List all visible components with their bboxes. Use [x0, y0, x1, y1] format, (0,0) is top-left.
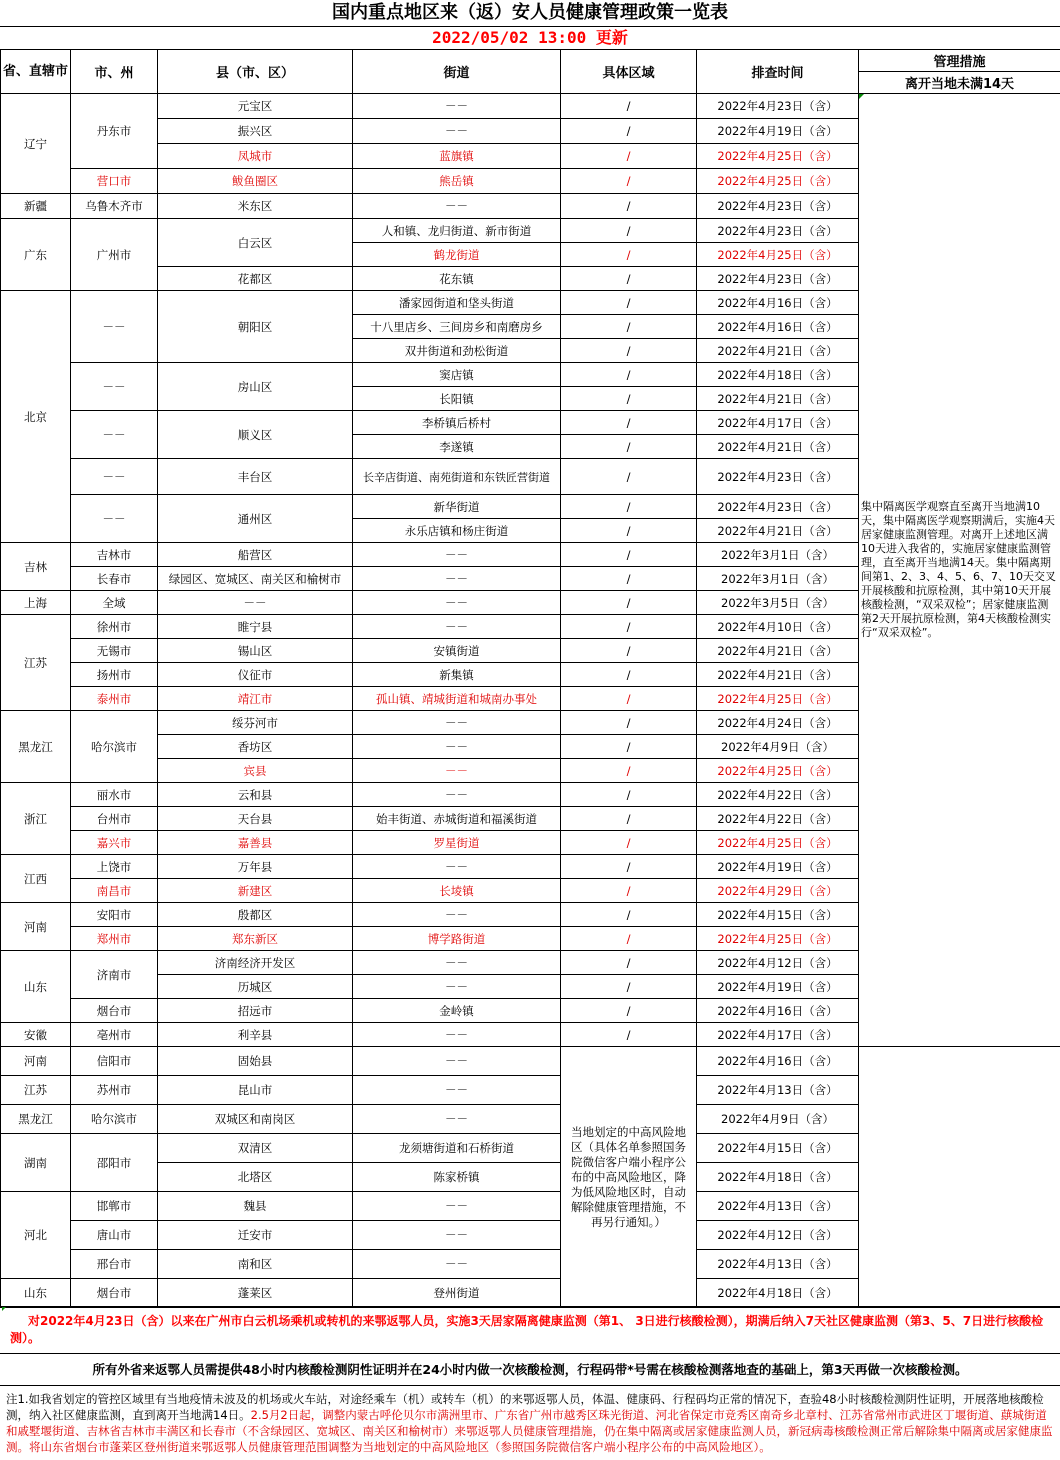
cell-county: 房山区	[158, 363, 353, 411]
cell-street: －－	[353, 543, 561, 567]
cell-time: 2022年4月12日（含）	[697, 951, 859, 975]
cell-street: 潘家园街道和垡头街道	[353, 291, 561, 315]
cell-county: 鲅鱼圈区	[158, 169, 353, 194]
cell-province: 河北	[1, 1192, 71, 1279]
cell-time: 2022年4月25日（含）	[697, 831, 859, 855]
cell-province: 浙江	[1, 783, 71, 855]
cell-city: 安阳市	[71, 903, 158, 927]
cell-area: /	[561, 339, 697, 363]
cell-street: －－	[353, 1023, 561, 1047]
cell-area: /	[561, 975, 697, 999]
update-time: 2022/05/02 13:00 更新	[432, 28, 628, 47]
measure-text: 集中隔离医学观察直至离开当地满10天，集中隔离医学观察期满后，实施4天居家健康监测管理。对离开上述地区满10天进入我省的，实施居家健康监测管理，直至离开当地满14天。集中隔离期间第1、2、3、4、5、6、7、10天交叉开展核酸和抗原检测，其中第10天开展核酸检测，“双采双检”；居家健康监测第2天开展抗原检测，第4天核酸检测实行“双采双检”。	[859, 94, 1060, 1047]
cell-city: 长春市	[71, 567, 158, 591]
cell-county: 蓬莱区	[158, 1279, 353, 1308]
cell-county: 迁安市	[158, 1221, 353, 1250]
cell-time: 2022年4月25日（含）	[697, 144, 859, 169]
cell-county: 振兴区	[158, 119, 353, 144]
cell-time: 2022年4月18日（含）	[697, 363, 859, 387]
cell-street: 孤山镇、靖城街道和城南办事处	[353, 687, 561, 711]
cell-city: －－	[71, 363, 158, 411]
cell-time: 2022年4月9日（含）	[697, 1105, 859, 1134]
cell-city: 哈尔滨市	[71, 711, 158, 783]
cell-street: －－	[353, 759, 561, 783]
cell-county: 嘉善县	[158, 831, 353, 855]
cell-time: 2022年4月18日（含）	[697, 1279, 859, 1308]
cell-province: 新疆	[1, 194, 71, 219]
cell-time: 2022年4月13日（含）	[697, 1076, 859, 1105]
cell-time: 2022年4月25日（含）	[697, 759, 859, 783]
cell-county: 济南经济开发区	[158, 951, 353, 975]
cell-province: 上海	[1, 591, 71, 615]
cell-city: 哈尔滨市	[71, 1105, 158, 1134]
cell-time: 2022年4月21日（含）	[697, 663, 859, 687]
cell-province: 黑龙江	[1, 711, 71, 783]
local-area-text: 当地划定的中高风险地区（具体名单参照国务院微信客户端小程序公布的中高风险地区，降为低风险地区时，自动解除健康管理措施，不再另行通知。）	[561, 1047, 697, 1308]
cell-time: 2022年4月19日（含）	[697, 975, 859, 999]
header-city: 市、州	[71, 50, 158, 94]
airport-notice: 对2022年4月23日（含）以来在广州市白云机场乘机或转机的来鄂返鄂人员，实施3天居家隔离健康监测（第1、 3日进行核酸检测），期满后纳入7天社区健康监测（第3、5、7日进行核酸检测）。	[0, 1306, 1060, 1354]
cell-street: 人和镇、龙归街道、新市街道	[353, 219, 561, 243]
cell-county: 历城区	[158, 975, 353, 999]
cell-county: 新建区	[158, 879, 353, 903]
cell-county: 双城区和南岗区	[158, 1105, 353, 1134]
cell-city: 邯郸市	[71, 1192, 158, 1221]
cell-area: /	[561, 411, 697, 435]
cell-city: 乌鲁木齐市	[71, 194, 158, 219]
header-area: 具体区域	[561, 50, 697, 94]
cell-time: 2022年4月18日（含）	[697, 1163, 859, 1192]
cell-street: 长阳镇	[353, 387, 561, 411]
cell-city: －－	[71, 291, 158, 363]
cell-county: 南和区	[158, 1250, 353, 1279]
cell-county: 睢宁县	[158, 615, 353, 639]
cell-county: 锡山区	[158, 639, 353, 663]
cell-province: 江西	[1, 855, 71, 903]
footnote-part-1: 注1.如我省划定的管控区域里有当地疫情未波及的机场或火车站，对途经乘车（机）或转车（机）的来鄂返鄂人员，体温、健康码、行程码均正常的情况下，查验48小时核酸检测阴性证明，开展落地核酸检测，纳入社区健康监测，直到离开当地满14日。	[6, 1392, 1044, 1422]
cell-county: 宾县	[158, 759, 353, 783]
cell-province: 山东	[1, 951, 71, 1023]
cell-area: /	[561, 903, 697, 927]
cell-street: 安镇街道	[353, 639, 561, 663]
cell-street: 李遂镇	[353, 435, 561, 459]
cell-province: 河南	[1, 903, 71, 951]
header-time: 排查时间	[697, 50, 859, 94]
cell-area: /	[561, 951, 697, 975]
cell-time: 2022年4月12日（含）	[697, 1221, 859, 1250]
cell-area: /	[561, 144, 697, 169]
cell-county: 元宝区	[158, 94, 353, 119]
cell-city: 扬州市	[71, 663, 158, 687]
cell-county: 通州区	[158, 495, 353, 543]
cell-area: /	[561, 639, 697, 663]
cell-time: 2022年4月23日（含）	[697, 495, 859, 519]
cell-city: 台州市	[71, 807, 158, 831]
cell-street: 龙须塘街道和石桥街道	[353, 1134, 561, 1163]
cell-area: /	[561, 831, 697, 855]
cell-area: /	[561, 519, 697, 543]
cell-time: 2022年4月19日（含）	[697, 119, 859, 144]
cell-city: 邵阳市	[71, 1134, 158, 1192]
cell-area: /	[561, 711, 697, 735]
cell-street: 鹤龙街道	[353, 243, 561, 267]
cell-time: 2022年4月29日（含）	[697, 879, 859, 903]
cell-area: /	[561, 735, 697, 759]
cell-area: /	[561, 855, 697, 879]
cell-county: 绥芬河市	[158, 711, 353, 735]
cell-county: 仪征市	[158, 663, 353, 687]
cell-city: 上饶市	[71, 855, 158, 879]
cell-area: /	[561, 567, 697, 591]
policy-table	[0, 49, 1060, 1308]
cell-street: 博学路街道	[353, 927, 561, 951]
cell-time: 2022年3月1日（含）	[697, 543, 859, 567]
cell-city: 营口市	[71, 169, 158, 194]
cell-county: 郑东新区	[158, 927, 353, 951]
table-row	[1, 94, 1060, 119]
cell-time: 2022年3月5日（含）	[697, 591, 859, 615]
cell-time: 2022年4月21日（含）	[697, 387, 859, 411]
cell-area: /	[561, 243, 697, 267]
cell-province: 辽宁	[1, 94, 71, 194]
cell-city: 丹东市	[71, 94, 158, 169]
table-row	[1, 1047, 1060, 1076]
cell-street: 蓝旗镇	[353, 144, 561, 169]
cell-county: 万年县	[158, 855, 353, 879]
cell-street: －－	[353, 194, 561, 219]
cell-city: 烟台市	[71, 1279, 158, 1308]
cell-area: /	[561, 291, 697, 315]
cell-area: /	[561, 119, 697, 144]
cell-area: /	[561, 387, 697, 411]
cell-street: －－	[353, 711, 561, 735]
cell-time: 2022年4月23日（含）	[697, 267, 859, 291]
cell-time: 2022年4月17日（含）	[697, 1023, 859, 1047]
cell-street: 双井街道和劲松街道	[353, 339, 561, 363]
cell-time: 2022年4月25日（含）	[697, 927, 859, 951]
cell-city: 嘉兴市	[71, 831, 158, 855]
cell-city: 济南市	[71, 951, 158, 999]
cell-city: 邢台市	[71, 1250, 158, 1279]
cell-area: /	[561, 435, 697, 459]
cell-time: 2022年4月25日（含）	[697, 687, 859, 711]
cell-time: 2022年4月23日（含）	[697, 459, 859, 495]
cell-area: /	[561, 999, 697, 1023]
cell-street: －－	[353, 567, 561, 591]
cell-time: 2022年4月21日（含）	[697, 435, 859, 459]
header-county: 县（市、区）	[158, 50, 353, 94]
cell-time: 2022年4月23日（含）	[697, 94, 859, 119]
cell-province: 湖南	[1, 1134, 71, 1192]
cell-area: /	[561, 615, 697, 639]
cell-time: 2022年4月22日（含）	[697, 807, 859, 831]
cell-time: 2022年4月13日（含）	[697, 1250, 859, 1279]
cell-street: 金岭镇	[353, 999, 561, 1023]
cell-city: 泰州市	[71, 687, 158, 711]
cell-time: 2022年4月16日（含）	[697, 1047, 859, 1076]
cell-street: 熊岳镇	[353, 169, 561, 194]
cell-county: 昆山市	[158, 1076, 353, 1105]
cell-county: 绿园区、宽城区、南关区和榆树市	[158, 567, 353, 591]
cell-area: /	[561, 459, 697, 495]
cell-city: 南昌市	[71, 879, 158, 903]
page-title: 国内重点地区来（返）安人员健康管理政策一览表	[0, 0, 1060, 27]
cell-street: －－	[353, 1105, 561, 1134]
cell-county: 招远市	[158, 999, 353, 1023]
cell-city: 无锡市	[71, 639, 158, 663]
cell-county: 北塔区	[158, 1163, 353, 1192]
cell-county: 白云区	[158, 219, 353, 267]
measure-blank	[859, 1047, 1060, 1308]
cell-county: 魏县	[158, 1192, 353, 1221]
cell-street: －－	[353, 1250, 561, 1279]
cell-time: 2022年4月9日（含）	[697, 735, 859, 759]
cell-street: 窦店镇	[353, 363, 561, 387]
cell-city: 郑州市	[71, 927, 158, 951]
footnote-part-2: 2.5月2日起，调整内蒙古呼伦贝尔市满洲里市、广东省广州市越秀区珠光街道、河北省保定市竞秀区南奇乡北章村、江苏省常州市武进区丁堰街道、蕻城街道和戚墅堰街道、吉林省吉林市丰满区和长春市（不含绿园区、宽城区、南关区和榆树市）来鄂返鄂人员健康管理措施，仍在集中隔离或居家健康监测人员，新冠病毒核酸检测正常后解除集中隔离或居家健康监测。将山东省烟台市蓬莱区登州街道来鄂返鄂人员健康管理范围调整为当地划定的中高风险地区（参照国务院微信客户端小程序公布的中高风险地区）。	[6, 1408, 1053, 1454]
cell-street: 新华街道	[353, 495, 561, 519]
cell-street: 陈家桥镇	[353, 1163, 561, 1192]
cell-county: －－	[158, 591, 353, 615]
cell-province: 黑龙江	[1, 1105, 71, 1134]
cell-province: 广东	[1, 219, 71, 291]
cell-time: 2022年4月16日（含）	[697, 999, 859, 1023]
cell-area: /	[561, 267, 697, 291]
cell-area: /	[561, 219, 697, 243]
cell-street: －－	[353, 591, 561, 615]
cell-province: 北京	[1, 291, 71, 543]
cell-area: /	[561, 807, 697, 831]
cell-area: /	[561, 169, 697, 194]
cell-time: 2022年4月16日（含）	[697, 315, 859, 339]
cell-county: 凤城市	[158, 144, 353, 169]
cell-area: /	[561, 879, 697, 903]
cell-province: 河南	[1, 1047, 71, 1076]
cell-city: 亳州市	[71, 1023, 158, 1047]
cell-street: 花东镇	[353, 267, 561, 291]
cell-area: /	[561, 591, 697, 615]
cell-county: 云和县	[158, 783, 353, 807]
cell-area: /	[561, 315, 697, 339]
cell-time: 2022年4月15日（含）	[697, 1134, 859, 1163]
cell-county: 双清区	[158, 1134, 353, 1163]
cell-area: /	[561, 1023, 697, 1047]
cell-street: 长堎镇	[353, 879, 561, 903]
cell-county: 天台县	[158, 807, 353, 831]
cell-street: 十八里店乡、三间房乡和南磨房乡	[353, 315, 561, 339]
cell-time: 2022年4月23日（含）	[697, 194, 859, 219]
cell-city: 信阳市	[71, 1047, 158, 1076]
cell-county: 花都区	[158, 267, 353, 291]
cell-province: 山东	[1, 1279, 71, 1308]
cell-time: 2022年4月10日（含）	[697, 615, 859, 639]
cell-street: 始丰街道、赤城街道和福溪街道	[353, 807, 561, 831]
cell-city: 全域	[71, 591, 158, 615]
cell-time: 2022年4月24日（含）	[697, 711, 859, 735]
cell-area: /	[561, 194, 697, 219]
cell-street: 新集镇	[353, 663, 561, 687]
cell-marker-icon	[859, 94, 864, 99]
cell-street: 长辛店街道、南苑街道和东铁匠营街道	[353, 459, 561, 495]
cell-city: 徐州市	[71, 615, 158, 639]
cell-street: －－	[353, 1047, 561, 1076]
cell-province: 江苏	[1, 1076, 71, 1105]
cell-time: 2022年4月16日（含）	[697, 291, 859, 315]
cell-area: /	[561, 495, 697, 519]
cell-street: －－	[353, 903, 561, 927]
cell-county: 靖江市	[158, 687, 353, 711]
cell-area: /	[561, 687, 697, 711]
cell-street: －－	[353, 783, 561, 807]
cell-street: 李桥镇后桥村	[353, 411, 561, 435]
cell-city: －－	[71, 495, 158, 543]
cell-street: －－	[353, 1076, 561, 1105]
cell-street: 罗星街道	[353, 831, 561, 855]
header-measure-sub: 离开当地未满14天	[859, 72, 1060, 94]
cell-area: /	[561, 783, 697, 807]
cell-time: 2022年4月21日（含）	[697, 339, 859, 363]
cell-time: 2022年4月21日（含）	[697, 519, 859, 543]
cell-county: 固始县	[158, 1047, 353, 1076]
nucleic-test-notice: 所有外省来返鄂人员需提供48小时内核酸检测阴性证明并在24小时内做一次核酸检测，行程码带*号需在核酸检测落地查的基础上，第3天再做一次核酸检测。	[0, 1354, 1060, 1386]
cell-city: 吉林市	[71, 543, 158, 567]
cell-area: /	[561, 94, 697, 119]
cell-city: －－	[71, 459, 158, 495]
cell-county: 顺义区	[158, 411, 353, 459]
cell-time: 2022年3月1日（含）	[697, 567, 859, 591]
cell-city: －－	[71, 411, 158, 459]
cell-county: 米东区	[158, 194, 353, 219]
cell-time: 2022年4月17日（含）	[697, 411, 859, 435]
cell-city: 丽水市	[71, 783, 158, 807]
cell-street: 登州街道	[353, 1279, 561, 1308]
header-measure: 管理措施	[859, 50, 1060, 72]
cell-city: 烟台市	[71, 999, 158, 1023]
cell-city: 广州市	[71, 219, 158, 291]
cell-street: －－	[353, 975, 561, 999]
cell-time: 2022年4月25日（含）	[697, 169, 859, 194]
cell-city: 苏州市	[71, 1076, 158, 1105]
cell-province: 江苏	[1, 615, 71, 711]
cell-street: －－	[353, 119, 561, 144]
cell-time: 2022年4月22日（含）	[697, 783, 859, 807]
header-province: 省、直辖市	[1, 50, 71, 94]
cell-area: /	[561, 759, 697, 783]
cell-time: 2022年4月23日（含）	[697, 219, 859, 243]
cell-street: －－	[353, 94, 561, 119]
cell-time: 2022年4月21日（含）	[697, 639, 859, 663]
header-street: 街道	[353, 50, 561, 94]
cell-time: 2022年4月25日（含）	[697, 243, 859, 267]
cell-area: /	[561, 363, 697, 387]
cell-time: 2022年4月13日（含）	[697, 1192, 859, 1221]
cell-county: 船营区	[158, 543, 353, 567]
cell-street: －－	[353, 1192, 561, 1221]
cell-area: /	[561, 927, 697, 951]
cell-time: 2022年4月15日（含）	[697, 903, 859, 927]
cell-street: －－	[353, 855, 561, 879]
cell-city: 唐山市	[71, 1221, 158, 1250]
cell-time: 2022年4月19日（含）	[697, 855, 859, 879]
cell-province: 安徽	[1, 1023, 71, 1047]
cell-county: 利辛县	[158, 1023, 353, 1047]
cell-area: /	[561, 663, 697, 687]
cell-street: －－	[353, 615, 561, 639]
cell-area: /	[561, 543, 697, 567]
cell-street: －－	[353, 1221, 561, 1250]
cell-province: 吉林	[1, 543, 71, 591]
cell-street: －－	[353, 951, 561, 975]
footnote	[0, 1388, 1060, 1460]
cell-county: 朝阳区	[158, 291, 353, 363]
cell-street: －－	[353, 735, 561, 759]
cell-street: 永乐店镇和杨庄街道	[353, 519, 561, 543]
cell-county: 殷都区	[158, 903, 353, 927]
cell-county: 香坊区	[158, 735, 353, 759]
cell-county: 丰台区	[158, 459, 353, 495]
